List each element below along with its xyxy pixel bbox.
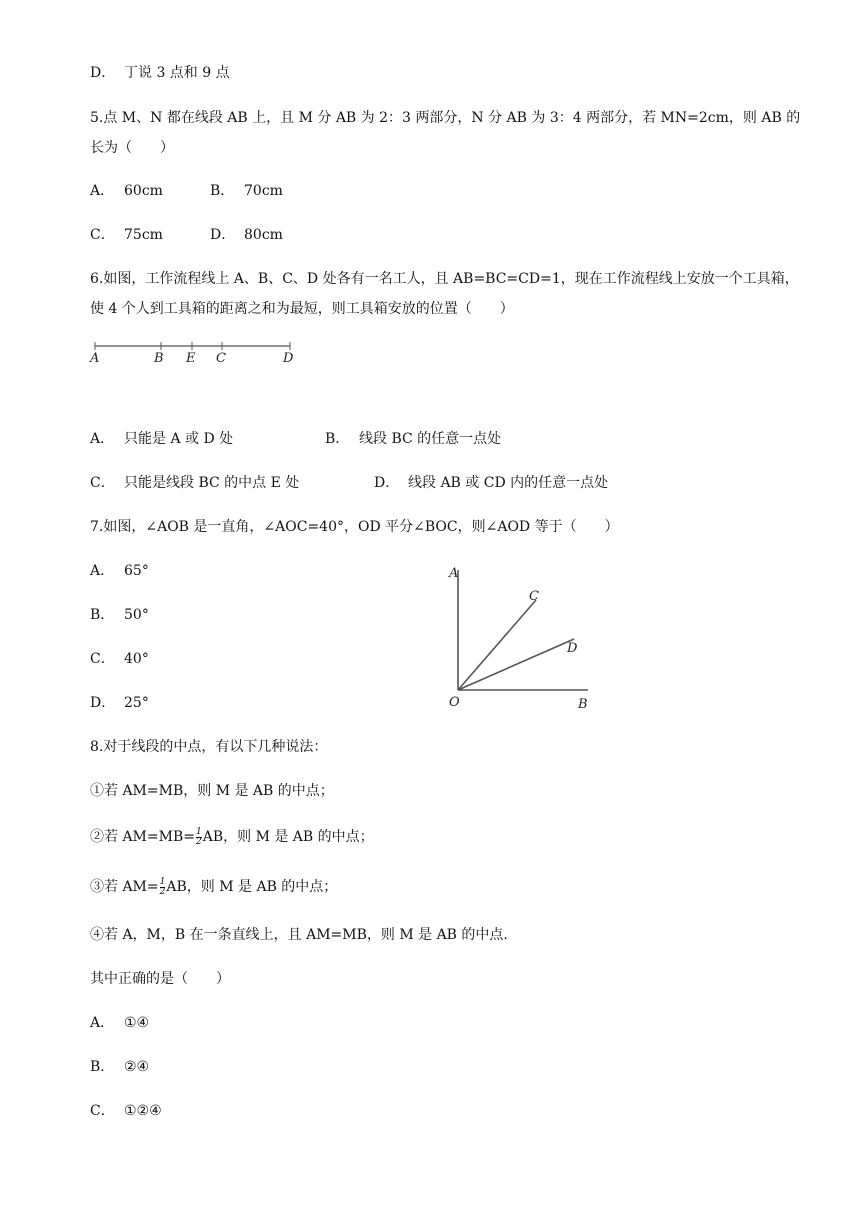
q6-stem: 6.如图，工作流程线上 A、B、C、D 处各有一名工人，且 AB=BC=CD=1，现在工作流程线上安放一个工具箱，使 4 个人到工具箱的距离之和为最短，则工具箱安放的位置（ ） <box>90 271 799 317</box>
q5-option-a <box>90 181 163 201</box>
q7-option-c <box>90 649 149 669</box>
q7-option-b <box>90 605 149 625</box>
fraction <box>160 878 166 897</box>
option-text: 60cm <box>124 183 163 199</box>
q8-option-b <box>90 1057 149 1077</box>
option-letter: A． <box>90 1015 115 1031</box>
option-letter: D． <box>90 695 116 711</box>
fraction-numerator: 1 <box>159 876 166 887</box>
option-text: 线段 BC 的任意一点处 <box>359 431 502 447</box>
q6-line-figure <box>86 338 306 368</box>
option-letter: D． <box>90 65 116 81</box>
option-text: 70cm <box>244 183 283 199</box>
label-b: B <box>578 697 588 712</box>
fraction-denominator: 2 <box>195 836 202 847</box>
q6-option-a <box>90 429 233 449</box>
q4-option-d <box>90 63 230 83</box>
option-letter: A． <box>90 431 115 447</box>
label-c: C <box>529 589 539 604</box>
fraction-numerator: 1 <box>195 826 202 837</box>
label-o: O <box>449 695 460 710</box>
option-text: 75cm <box>124 227 163 243</box>
q7-stem: 7.如图，∠AOB 是一直角，∠AOC=40°，OD 平分∠BOC，则∠AOD 等于（ ） <box>90 519 619 535</box>
statement-prefix: ②若 AM=MB= <box>90 829 195 845</box>
fraction <box>196 828 202 847</box>
label-a: A <box>90 351 100 366</box>
option-text: 65° <box>124 563 149 579</box>
statement-prefix: ③若 AM= <box>90 879 159 895</box>
q8-option-c <box>90 1101 162 1121</box>
option-letter: B． <box>90 607 115 623</box>
q8-statement-1: ①若 AM=MB，则 M 是 AB 的中点； <box>90 783 334 799</box>
option-text: 只能是 A 或 D 处 <box>124 431 234 447</box>
q8-stem: 8.对于线段的中点，有以下几种说法： <box>90 739 328 755</box>
q8-statement-3 <box>90 877 337 897</box>
q6-option-b <box>325 429 501 449</box>
option-letter: B． <box>210 183 235 199</box>
option-text: ①②④ <box>124 1103 162 1119</box>
option-text: 50° <box>124 607 149 623</box>
option-text: 丁说 3 点和 9 点 <box>124 65 230 81</box>
option-text: ②④ <box>124 1059 150 1075</box>
option-text: 25° <box>124 695 149 711</box>
option-letter: C． <box>90 651 115 667</box>
q7-option-d <box>90 693 149 713</box>
q8-statement-4: ④若 A，M，B 在一条直线上，且 AM=MB，则 M 是 AB 的中点. <box>90 927 508 943</box>
fraction-denominator: 2 <box>159 886 166 897</box>
ray-od <box>458 639 574 690</box>
q6-option-c <box>90 473 299 493</box>
statement-suffix: AB，则 M 是 AB 的中点； <box>166 879 338 895</box>
statement-suffix: AB，则 M 是 AB 的中点； <box>202 829 374 845</box>
option-text: 40° <box>124 651 149 667</box>
label-a: A <box>449 566 459 581</box>
label-b: B <box>154 351 164 366</box>
q5-option-c <box>90 225 163 245</box>
option-letter: C． <box>90 227 115 243</box>
label-c: C <box>216 351 226 366</box>
option-text: 线段 AB 或 CD 内的任意一点处 <box>408 475 609 491</box>
q5-option-b <box>210 181 283 201</box>
q8-ask: 其中正确的是（ ） <box>90 971 230 987</box>
option-letter: C． <box>90 1103 115 1119</box>
option-letter: A． <box>90 183 115 199</box>
label-d: D <box>283 351 294 366</box>
option-letter: C． <box>90 475 115 491</box>
option-letter: D． <box>210 227 236 243</box>
option-letter: D． <box>374 475 400 491</box>
ray-oc <box>458 600 536 690</box>
q8-option-a <box>90 1013 149 1033</box>
option-letter: B． <box>325 431 350 447</box>
option-letter: B． <box>90 1059 115 1075</box>
option-text: 只能是线段 BC 的中点 E 处 <box>124 475 300 491</box>
q7-option-a <box>90 561 149 581</box>
label-e: E <box>186 351 196 366</box>
q6-option-d <box>374 473 608 493</box>
q8-statement-2 <box>90 827 374 847</box>
q5-option-d <box>210 225 283 245</box>
option-letter: A． <box>90 563 115 579</box>
option-text: ①④ <box>124 1015 150 1031</box>
option-text: 80cm <box>244 227 283 243</box>
label-d: D <box>567 641 578 656</box>
q5-stem: 5.点 M、N 都在线段 AB 上，且 M 分 AB 为 2：3 两部分，N 分 AB 为 3：4 两部分，若 MN=2cm，则 AB 的长为（ ） <box>90 110 801 156</box>
q7-angle-figure <box>440 560 600 715</box>
